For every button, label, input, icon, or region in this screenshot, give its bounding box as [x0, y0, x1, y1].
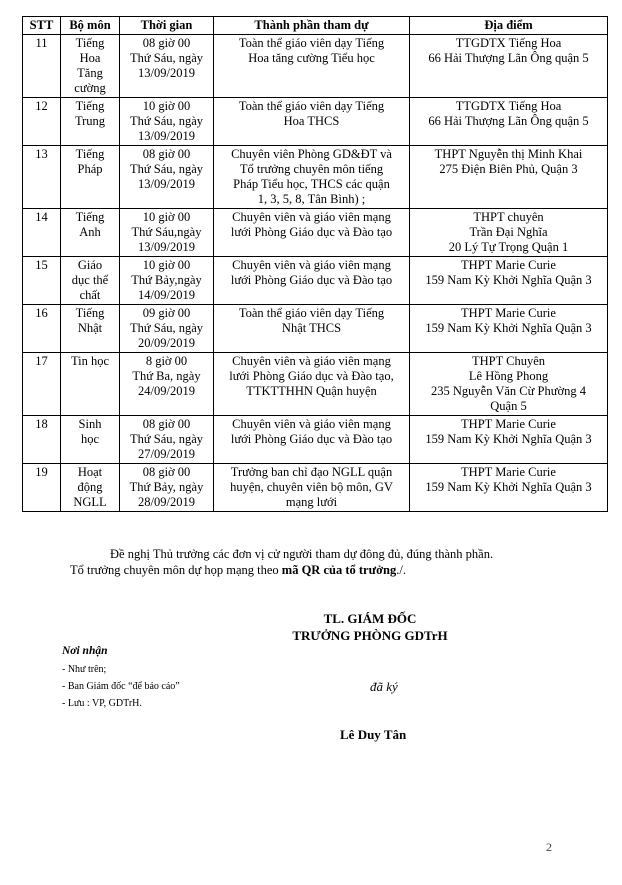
- cell-subject-line: dục thể: [71, 273, 109, 287]
- cell-time: [120, 416, 214, 464]
- cell-subject-line: Tiếng: [75, 36, 105, 50]
- signature-title-2: TRƯỞNG PHÒNG GDTrH: [292, 628, 448, 643]
- cell-subject-line: Nhật: [77, 321, 103, 335]
- cell-participants: [214, 257, 410, 305]
- cell-time-line: Thứ Bảy, ngày: [129, 480, 204, 494]
- cell-participants-line: Chuyên viên và giáo viên mạng: [232, 354, 391, 368]
- cell-participants: [214, 146, 410, 209]
- cell-participants-line: Hoa THCS: [283, 114, 340, 128]
- cell-participants-line: Chuyên viên và giáo viên mạng: [232, 210, 391, 224]
- cell-subject-line: Tiếng: [75, 306, 105, 320]
- cell-stt: 14: [23, 209, 61, 257]
- cell-location: [410, 305, 608, 353]
- cell-location-line: THPT Marie Curie: [461, 258, 556, 272]
- cell-participants-line: Chuyên viên và giáo viên mạng: [232, 417, 391, 431]
- signer-name: Lê Duy Tân: [340, 727, 407, 742]
- cell-time-line: 10 giờ 00: [142, 210, 191, 224]
- cell-subject-line: chất: [79, 288, 101, 302]
- cell-time-line: 13/09/2019: [138, 240, 195, 254]
- cell-time: [120, 98, 214, 146]
- cell-subject: [61, 35, 120, 98]
- cell-participants-line: lưới Phòng Giáo dục và Đào tạo,: [229, 369, 394, 383]
- cell-subject-line: Hoa: [79, 51, 101, 65]
- cell-stt: 11: [23, 35, 61, 98]
- cell-location-line: 235 Nguyễn Văn Cừ Phường 4: [431, 384, 586, 398]
- recipient-item: - Lưu : VP, GDTrH.: [62, 698, 142, 709]
- cell-participants-line: lưới Phòng Giáo dục và Đào tạo: [230, 432, 393, 446]
- cell-subject-line: NGLL: [73, 495, 107, 509]
- cell-time-line: 10 giờ 00: [142, 258, 191, 272]
- cell-time-line: 09 giờ 00: [142, 306, 191, 320]
- cell-time: [120, 464, 214, 512]
- cell-time-line: 13/09/2019: [138, 129, 195, 143]
- cell-location-line: THPT Chuyên: [471, 354, 546, 368]
- cell-location-line: TTGDTX Tiếng Hoa: [455, 99, 562, 113]
- cell-time-line: 10 giờ 00: [142, 99, 191, 113]
- header-stt: STT: [23, 17, 61, 35]
- cell-participants-line: Tổ trưởng chuyên môn tiếng: [239, 162, 384, 176]
- table-row: [23, 305, 608, 353]
- cell-location-line: Lê Hồng Phong: [468, 369, 549, 383]
- cell-subject-line: động: [77, 480, 103, 494]
- cell-participants: [214, 353, 410, 416]
- cell-participants-line: lưới Phòng Giáo dục và Đào tạo: [230, 273, 393, 287]
- cell-subject-line: Hoạt: [77, 465, 103, 479]
- cell-subject-line: cường: [74, 81, 106, 95]
- cell-location-line: 275 Điện Biên Phủ, Quận 3: [439, 162, 578, 176]
- cell-location-line: 66 Hải Thượng Lãn Ông quận 5: [428, 51, 589, 65]
- cell-location-line: 159 Nam Kỳ Khởi Nghĩa Quận 3: [425, 273, 592, 287]
- cell-location-line: TTGDTX Tiếng Hoa: [455, 36, 562, 50]
- cell-subject-line: Sinh: [78, 417, 102, 431]
- cell-location-line: THPT Nguyễn thị Minh Khai: [434, 147, 583, 161]
- cell-participants: [214, 464, 410, 512]
- note-line-1: Đề nghị Thủ trưởng các đơn vị cử người tham dự đông đủ, đúng thành phần.: [110, 547, 494, 561]
- cell-stt: 18: [23, 416, 61, 464]
- cell-location-line: THPT Marie Curie: [461, 465, 556, 479]
- cell-location-line: Trần Đại Nghĩa: [469, 225, 548, 239]
- cell-time-line: Thứ Sáu, ngày: [129, 162, 204, 176]
- recipients-heading: Nơi nhận: [62, 645, 108, 657]
- cell-location: [410, 209, 608, 257]
- cell-participants-line: TTKTTHHN Quận huyện: [246, 384, 377, 398]
- cell-subject: [61, 416, 120, 464]
- cell-participants: [214, 305, 410, 353]
- cell-time-line: Thứ Ba, ngày: [132, 369, 201, 383]
- cell-stt: 19: [23, 464, 61, 512]
- table-header-row: [23, 17, 608, 35]
- cell-location: [410, 98, 608, 146]
- cell-subject: [61, 305, 120, 353]
- cell-time-line: 13/09/2019: [138, 177, 195, 191]
- cell-time-line: 20/09/2019: [138, 336, 195, 350]
- cell-subject-line: Tiếng: [75, 210, 105, 224]
- cell-time-line: Thứ Sáu, ngày: [129, 114, 204, 128]
- table-row: [23, 257, 608, 305]
- cell-subject: [61, 209, 120, 257]
- table-row: [23, 209, 608, 257]
- cell-subject: [61, 464, 120, 512]
- cell-location-line: THPT chuyên: [473, 210, 544, 224]
- table-row: [23, 416, 608, 464]
- cell-participants-line: Trưởng ban chỉ đạo NGLL quận: [230, 465, 393, 479]
- cell-subject-line: Tin học: [70, 354, 110, 368]
- cell-participants: [214, 98, 410, 146]
- cell-participants-line: mạng lưới: [285, 495, 338, 509]
- header-subject: Bộ môn: [61, 17, 120, 35]
- cell-participants: [214, 35, 410, 98]
- note-line-2-bold: mã QR của tổ trưởng: [281, 563, 397, 577]
- cell-time-line: Thứ Bảy,ngày: [131, 273, 202, 287]
- cell-time-line: Thứ Sáu, ngày: [129, 432, 204, 446]
- cell-time-line: 27/09/2019: [138, 447, 195, 461]
- signature-title-1: TL. GIÁM ĐỐC: [323, 611, 417, 626]
- cell-subject-line: Anh: [79, 225, 101, 239]
- cell-participants-line: Chuyên viên và giáo viên mạng: [232, 258, 391, 272]
- cell-time-line: 28/09/2019: [138, 495, 195, 509]
- cell-time-line: 14/09/2019: [138, 288, 195, 302]
- cell-time: [120, 353, 214, 416]
- cell-subject: [61, 146, 120, 209]
- cell-location-line: Quận 5: [490, 399, 527, 413]
- cell-participants: [214, 416, 410, 464]
- cell-participants-line: Toàn thể giáo viên dạy Tiếng: [238, 36, 385, 50]
- cell-subject-line: Pháp: [77, 162, 103, 176]
- page-number: 2: [546, 840, 552, 854]
- cell-time-line: 08 giờ 00: [142, 465, 191, 479]
- cell-location-line: 159 Nam Kỳ Khởi Nghĩa Quận 3: [425, 321, 592, 335]
- table-row: [23, 353, 608, 416]
- cell-time-line: 24/09/2019: [138, 384, 195, 398]
- header-time: Thời gian: [120, 17, 214, 35]
- cell-participants-line: Pháp Tiểu học, THCS các quận: [233, 177, 390, 191]
- header-location: Địa điểm: [410, 17, 608, 35]
- cell-participants-line: Hoa tăng cường Tiểu học: [248, 51, 375, 65]
- note-line-2-suffix: ./.: [396, 563, 406, 577]
- cell-subject-line: học: [80, 432, 100, 446]
- cell-time-line: 08 giờ 00: [142, 36, 191, 50]
- cell-time: [120, 146, 214, 209]
- cell-subject-line: Tăng: [77, 66, 103, 80]
- cell-time: [120, 35, 214, 98]
- table-row: [23, 464, 608, 512]
- cell-participants-line: lưới Phòng Giáo dục và Đào tạo: [230, 225, 393, 239]
- cell-stt: 16: [23, 305, 61, 353]
- signed-note: đã ký: [370, 679, 398, 694]
- cell-stt: 17: [23, 353, 61, 416]
- cell-time-line: Thứ Sáu,ngày: [131, 225, 202, 239]
- cell-subject-line: Trung: [74, 114, 106, 128]
- cell-subject-line: Giáo: [77, 258, 103, 272]
- cell-participants-line: Toàn thể giáo viên dạy Tiếng: [238, 306, 385, 320]
- cell-location-line: THPT Marie Curie: [461, 306, 556, 320]
- recipient-item: - Ban Giám đốc “để báo cáo”: [62, 681, 180, 692]
- header-participants: Thành phần tham dự: [214, 17, 410, 35]
- cell-subject: [61, 257, 120, 305]
- cell-participants: [214, 209, 410, 257]
- cell-time-line: Thứ Sáu, ngày: [129, 51, 204, 65]
- recipient-item: - Như trên;: [62, 664, 107, 675]
- table-body: [23, 35, 608, 512]
- cell-subject: [61, 353, 120, 416]
- cell-location-line: 159 Nam Kỳ Khởi Nghĩa Quận 3: [425, 432, 592, 446]
- cell-location: [410, 416, 608, 464]
- cell-time-line: 8 giờ 00: [145, 354, 188, 368]
- cell-location: [410, 35, 608, 98]
- cell-time: [120, 305, 214, 353]
- cell-time: [120, 209, 214, 257]
- cell-subject: [61, 98, 120, 146]
- cell-location-line: THPT Marie Curie: [461, 417, 556, 431]
- note-line-2-prefix: Tổ trưởng chuyên môn dự họp mạng theo: [70, 563, 282, 577]
- cell-time-line: 08 giờ 00: [142, 417, 191, 431]
- cell-stt: 13: [23, 146, 61, 209]
- cell-location-line: 20 Lý Tự Trọng Quận 1: [448, 240, 569, 254]
- cell-participants-line: huyện, chuyên viên bộ môn, GV: [230, 480, 393, 494]
- cell-location: [410, 464, 608, 512]
- cell-subject-line: Tiếng: [75, 147, 105, 161]
- cell-time-line: 13/09/2019: [138, 66, 195, 80]
- table-row: [23, 98, 608, 146]
- cell-stt: 12: [23, 98, 61, 146]
- cell-location-line: 66 Hải Thượng Lãn Ông quận 5: [428, 114, 589, 128]
- cell-time-line: 08 giờ 00: [142, 147, 191, 161]
- cell-participants-line: Nhật THCS: [281, 321, 342, 335]
- cell-participants-line: Chuyên viên Phòng GD&ĐT và: [231, 147, 392, 161]
- table-row: [23, 146, 608, 209]
- note-line-2: [22, 562, 607, 578]
- table-row: [23, 35, 608, 98]
- cell-location: [410, 353, 608, 416]
- cell-location: [410, 257, 608, 305]
- cell-subject-line: Tiếng: [75, 99, 105, 113]
- cell-stt: 15: [23, 257, 61, 305]
- cell-location: [410, 146, 608, 209]
- cell-participants-line: Toàn thể giáo viên dạy Tiếng: [238, 99, 385, 113]
- cell-time: [120, 257, 214, 305]
- cell-participants-line: 1, 3, 5, 8, Tân Bình) ;: [257, 192, 366, 206]
- cell-time-line: Thứ Sáu, ngày: [129, 321, 204, 335]
- schedule-table: [22, 16, 608, 512]
- cell-location-line: 159 Nam Kỳ Khởi Nghĩa Quận 3: [425, 480, 592, 494]
